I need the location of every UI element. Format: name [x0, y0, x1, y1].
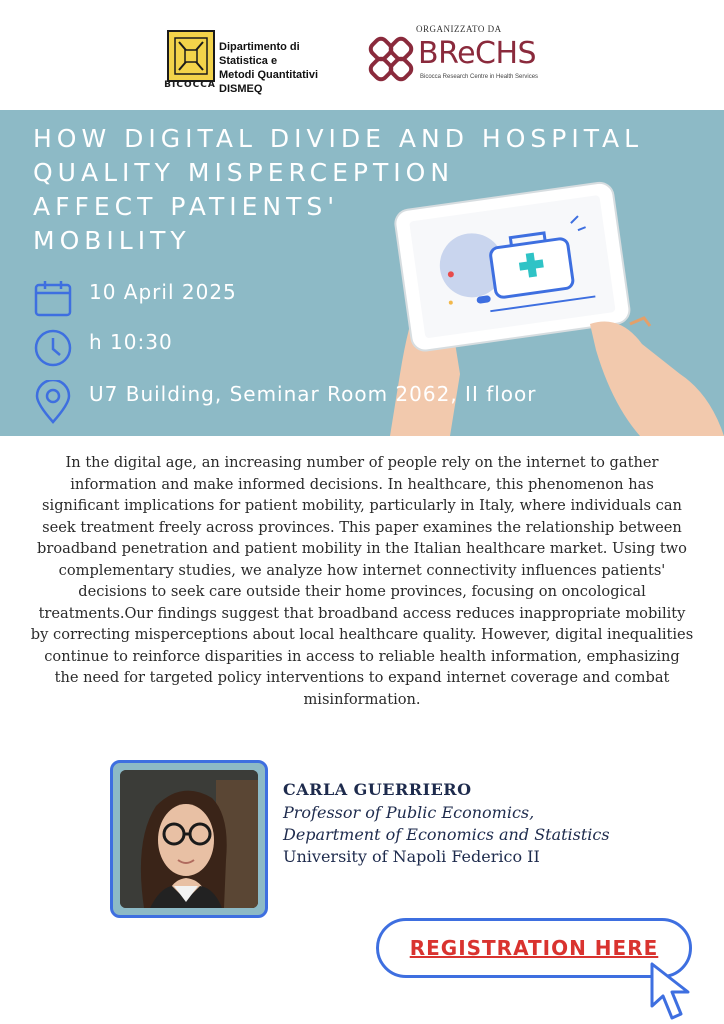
header — [0, 0, 724, 110]
location-pin-icon — [33, 380, 73, 424]
event-date-text: 10 April 2025 — [89, 280, 237, 304]
abstract-text: In the digital age, an increasing number of people rely on the internet to gather information and make informed decisions. In healthcare, this phenomenon has significant implications for patient mobility, particularly in Italy, where individuals can seek treatment freely across provinces. This paper examines the relationship between broadband penetration and patient mobility in the Italian healthcare market. Using two complementary studies, we analyze how internet connectivity influences patients' decisions to seek care outside their home provinces, focusing on oncological treatments.Our findings suggest that broadband access reduces inappropriate mobility by correcting misperceptions about local healthcare quality. However, digital inequalities continue to reinforce disparities in access to reliable health information, emphasizing the need for targeted policy interventions to expand internet coverage and combat misinformation. — [30, 454, 694, 708]
university-shield-icon — [167, 30, 215, 82]
organizer-full-name: Bicocca Research Centre in Health Services — [420, 74, 539, 80]
event-title-line-2: QUALITY MISPERCEPTION — [33, 158, 455, 187]
speaker-name: CARLA GUERRIERO — [283, 780, 472, 799]
department-line-2: Metodi Quantitativi DISMEQ — [219, 69, 318, 95]
calendar-icon — [33, 278, 73, 318]
event-location-text: U7 Building, Seminar Room 2062, II floor — [89, 382, 537, 406]
speaker-role-line-2: Department of Economics and Statistics — [283, 825, 610, 844]
speaker-role-line-1: Professor of Public Economics, — [283, 803, 535, 822]
pointer-cursor-icon — [646, 960, 702, 1022]
event-time-text: h 10:30 — [89, 330, 173, 354]
organizer-name: BReCHS — [418, 36, 537, 71]
department-name — [219, 40, 349, 96]
registration-button[interactable] — [376, 918, 692, 978]
hero-banner — [0, 110, 724, 436]
speaker-affiliation: University of Napoli Federico II — [283, 847, 540, 866]
unimib-logo — [163, 28, 343, 95]
university-name: BICOCCA — [164, 80, 216, 90]
organizer-label: ORGANIZZATO DA — [416, 24, 502, 34]
speaker-info — [283, 778, 703, 868]
speaker-photo — [120, 770, 258, 908]
event-title-line-4: MOBILITY — [33, 226, 191, 255]
brechs-logo — [368, 20, 568, 90]
speaker-photo-frame — [110, 760, 268, 918]
brechs-knot-icon — [368, 36, 414, 82]
event-title-line-1: HOW DIGITAL DIVIDE AND HOSPITAL — [33, 124, 644, 153]
registration-label[interactable]: REGISTRATION HERE — [409, 936, 659, 960]
clock-icon — [33, 328, 73, 368]
event-title-line-3: AFFECT PATIENTS' — [33, 192, 340, 221]
department-line-1: Dipartimento di Statistica e — [219, 41, 300, 67]
